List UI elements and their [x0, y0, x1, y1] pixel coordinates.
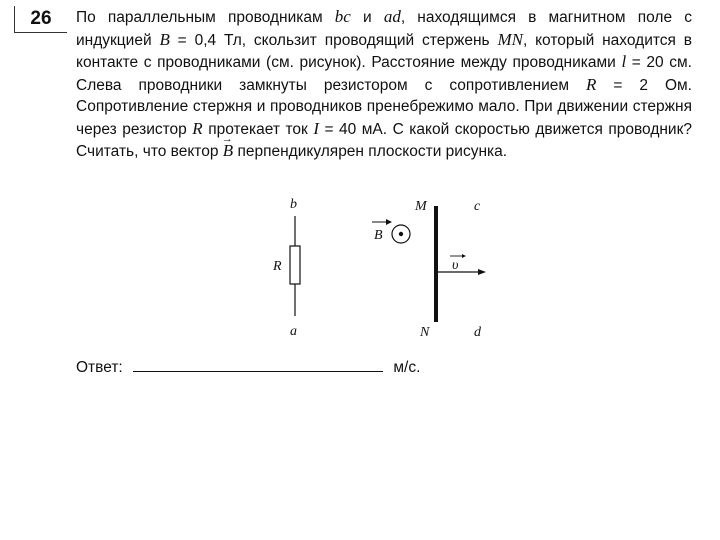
resistor: [290, 246, 300, 284]
problem-text: = 2 Ом. Сопротивление стержня и проводников пренебрежимо мало. При движении стержня через резистор: [76, 76, 692, 138]
label-N: N: [420, 325, 430, 340]
problem-text: и: [350, 9, 384, 26]
var-l: l: [621, 52, 627, 71]
task-number: 26: [14, 6, 67, 33]
answer-unit: м/с.: [393, 359, 421, 376]
answer-label: Ответ:: [76, 359, 123, 376]
var-R: R: [192, 118, 203, 138]
problem-text: , находящимся в магнитном поле с индукцией: [76, 9, 692, 49]
problem-text: = 40 мА. С какой скоростью движется проводник? Считать, что вектор: [76, 120, 692, 160]
arrowhead-icon: [478, 269, 486, 275]
label-v: υ: [452, 258, 459, 273]
answer-field[interactable]: [133, 357, 383, 372]
label-c: c: [474, 199, 481, 214]
problem-text: , который находится в контакте с проводниками (см. рисунок). Расстояние между проводниками: [76, 31, 693, 71]
label-b: b: [290, 197, 297, 212]
arrowhead-icon: [386, 219, 392, 225]
problem-text: протекает ток: [202, 120, 314, 138]
field-dot: [399, 232, 403, 236]
label-B: B: [374, 228, 383, 243]
vector-B: → B: [223, 140, 233, 162]
var-ad: ad: [383, 7, 401, 26]
var-R: R: [586, 74, 597, 94]
answer-row: [76, 357, 420, 377]
arrowhead-icon: [462, 254, 466, 258]
var-bc: bc: [334, 7, 351, 26]
problem-text: По параллельным проводникам: [76, 9, 335, 26]
problem-statement: [76, 6, 692, 163]
label-a: a: [290, 324, 297, 339]
circuit-figure: [240, 190, 540, 350]
problem-text: = 0,4 Тл, скользит проводящий стержень: [169, 31, 498, 49]
var-I: I: [313, 118, 319, 138]
var-MN: MN: [497, 29, 523, 49]
label-M: M: [415, 199, 427, 214]
label-R: R: [273, 259, 282, 274]
problem-text: = 20 см. Слева проводники замкнуты резистором с сопротивлением: [76, 54, 692, 94]
var-B: B: [159, 29, 170, 49]
label-d: d: [474, 325, 481, 340]
problem-text: перпендикулярен плоскости рисунка.: [233, 143, 508, 160]
